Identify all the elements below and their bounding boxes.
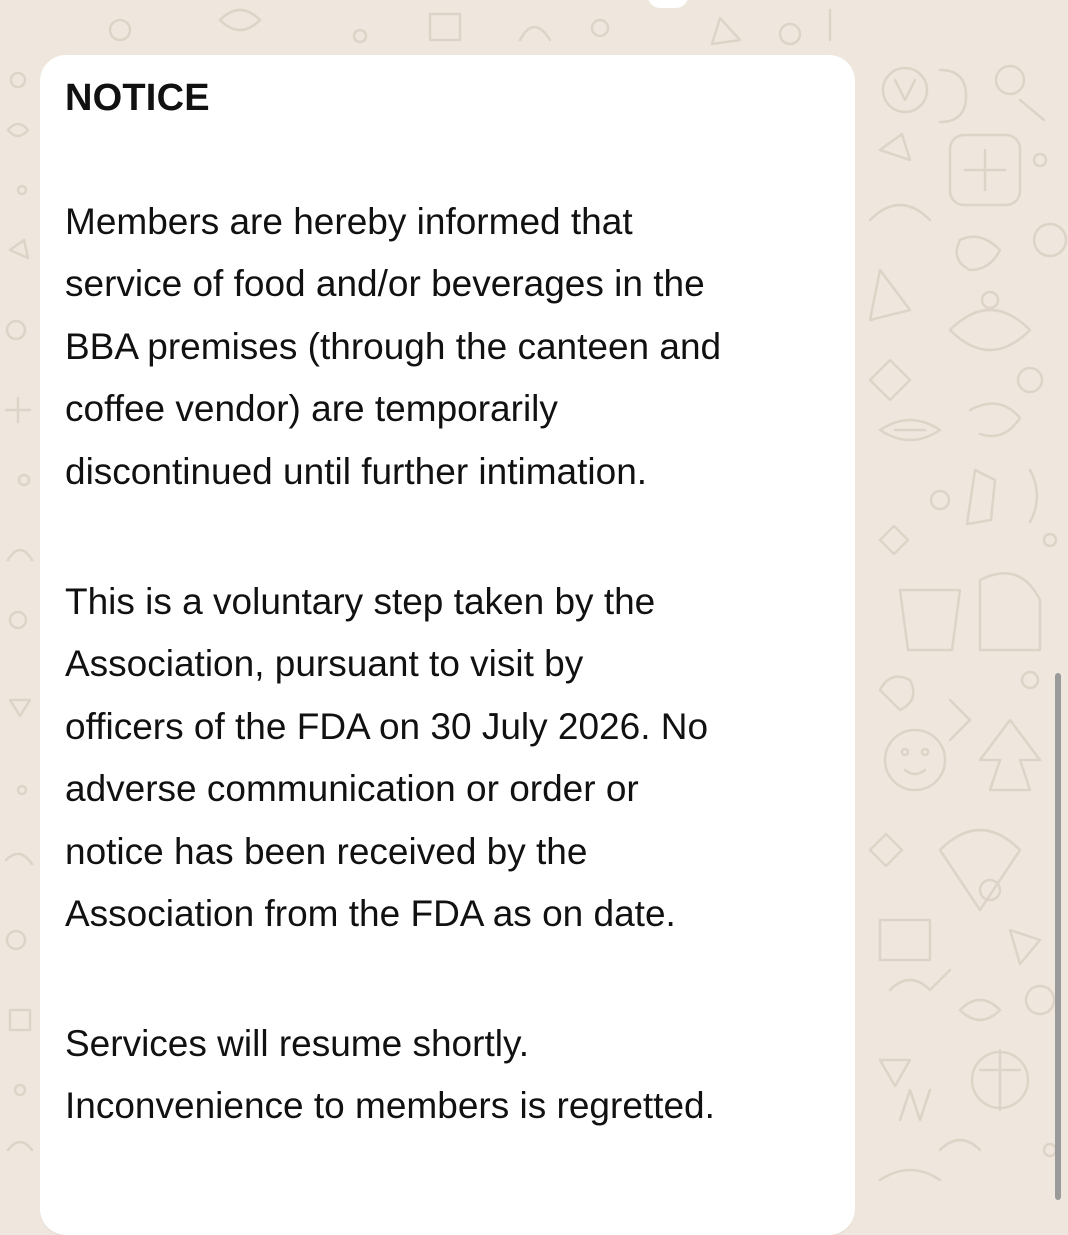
message-paragraph: This is a voluntary step taken by the Association, pursuant to visit by officers of the FDA on 30 July 2026. No adverse communication or order or notice has been received by the Association from the FDA as on date. [65,581,709,935]
previous-message-edge [0,0,1068,10]
message-title: NOTICE [65,77,210,119]
message-bubble[interactable] [40,55,855,1235]
message-paragraph: Services will resume shortly. Inconvenience to members is regretted. [65,1023,715,1127]
previous-bubble-fragment [648,0,688,8]
scrollbar-thumb[interactable] [1055,673,1061,1200]
message-paragraph: Members are hereby informed that service of food and/or beverages in the BBA premises (through the canteen and coffee vendor) are temporarily discontinued until further intimation. [65,201,722,492]
